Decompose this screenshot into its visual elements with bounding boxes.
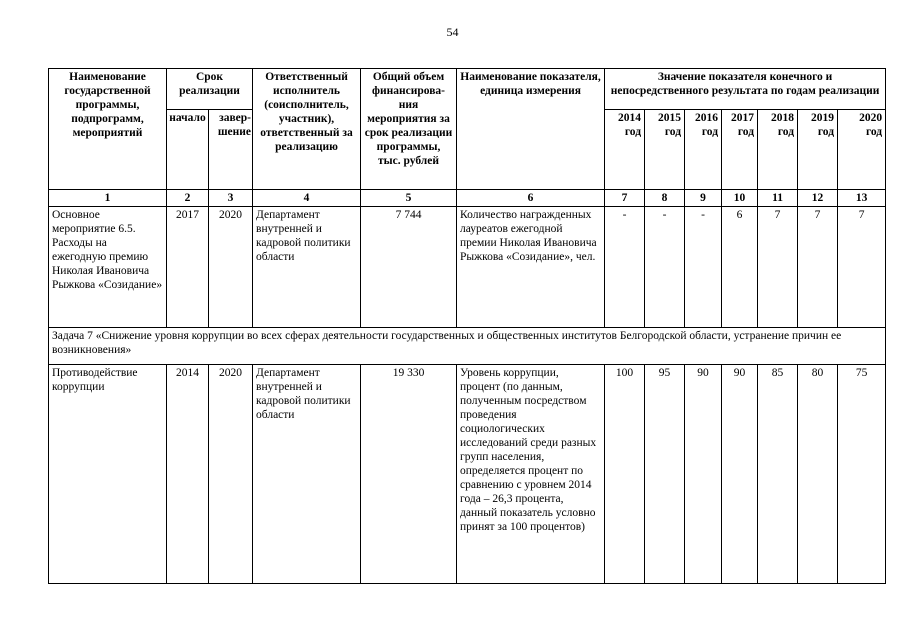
header-term-end: завер-шение xyxy=(209,110,253,190)
row-funding: 19 330 xyxy=(361,365,457,584)
row-value: - xyxy=(645,207,685,328)
row-value: 7 xyxy=(798,207,838,328)
header-term-start: начало xyxy=(167,110,209,190)
row-funding: 7 744 xyxy=(361,207,457,328)
task-row xyxy=(49,328,886,365)
row-indicator: Уровень коррупции, процент (по данным, полученным посредством проведения социологических исследований среди разных групп населения, определяется процент по сравнению с уровнем 2014 года – 26,3 процента, данный показатель условно принят за 100 процентов) xyxy=(457,365,605,584)
row-name: Основное мероприятие 6.5. Расходы на ежегодную премию Николая Ивановича Рыжкова «Созидание» xyxy=(49,207,167,328)
row-name: Противодействие коррупции xyxy=(49,365,167,584)
column-number: 8 xyxy=(645,190,685,207)
row-value: 100 xyxy=(605,365,645,584)
row-value: 7 xyxy=(758,207,798,328)
row-start: 2017 xyxy=(167,207,209,328)
header-year-2014: 2014 год xyxy=(605,110,645,190)
column-number: 11 xyxy=(758,190,798,207)
header-year-2015: 2015 год xyxy=(645,110,685,190)
row-end: 2020 xyxy=(209,365,253,584)
header-year-2020: 2020 год xyxy=(838,110,886,190)
indicator-table xyxy=(48,68,886,584)
column-number: 1 xyxy=(49,190,167,207)
row-executor: Департамент внутренней и кадровой политики области xyxy=(253,365,361,584)
row-value: 75 xyxy=(838,365,886,584)
header-year-2019: 2019 год xyxy=(798,110,838,190)
task-text: Задача 7 «Снижение уровня коррупции во всех сферах деятельности государственных и общественных институтов Белгородской области, устранение причин ее возникновения» xyxy=(49,328,886,365)
page-number: 54 xyxy=(446,25,459,39)
column-number: 9 xyxy=(685,190,722,207)
row-value: 6 xyxy=(722,207,758,328)
header-executor: Ответственный исполнитель (соисполнитель, участник), ответственный за реализацию xyxy=(253,69,361,190)
header-indicator: Наименование показателя, единица измерения xyxy=(457,69,605,190)
header-program-name: Наименование государственной программы, подпрограмм, мероприятий xyxy=(49,69,167,190)
header-year-2017: 2017 год xyxy=(722,110,758,190)
table-row xyxy=(49,365,886,584)
row-indicator: Количество награжденных лауреатов ежегодной премии Николая Ивановича Рыжкова «Созидание», чел. xyxy=(457,207,605,328)
row-value: 7 xyxy=(838,207,886,328)
row-value: 95 xyxy=(645,365,685,584)
column-number-row xyxy=(49,190,886,207)
column-number: 2 xyxy=(167,190,209,207)
row-end: 2020 xyxy=(209,207,253,328)
column-number: 6 xyxy=(457,190,605,207)
column-number: 3 xyxy=(209,190,253,207)
column-number: 4 xyxy=(253,190,361,207)
column-number: 10 xyxy=(722,190,758,207)
column-number: 13 xyxy=(838,190,886,207)
table-row xyxy=(49,207,886,328)
row-value: 80 xyxy=(798,365,838,584)
header-funding: Общий объем финансирова-ния мероприятия за срок реализации программы, тыс. рублей xyxy=(361,69,457,190)
row-value: 90 xyxy=(685,365,722,584)
column-number: 12 xyxy=(798,190,838,207)
column-number: 7 xyxy=(605,190,645,207)
row-value: 85 xyxy=(758,365,798,584)
row-value: - xyxy=(605,207,645,328)
header-values: Значение показателя конечного и непосредственного результата по годам реализации xyxy=(605,69,886,110)
row-start: 2014 xyxy=(167,365,209,584)
header-year-2018: 2018 год xyxy=(758,110,798,190)
column-number: 5 xyxy=(361,190,457,207)
row-value: - xyxy=(685,207,722,328)
row-executor: Департамент внутренней и кадровой политики области xyxy=(253,207,361,328)
row-value: 90 xyxy=(722,365,758,584)
header-term: Срок реализации xyxy=(167,69,253,110)
header-year-2016: 2016 год xyxy=(685,110,722,190)
